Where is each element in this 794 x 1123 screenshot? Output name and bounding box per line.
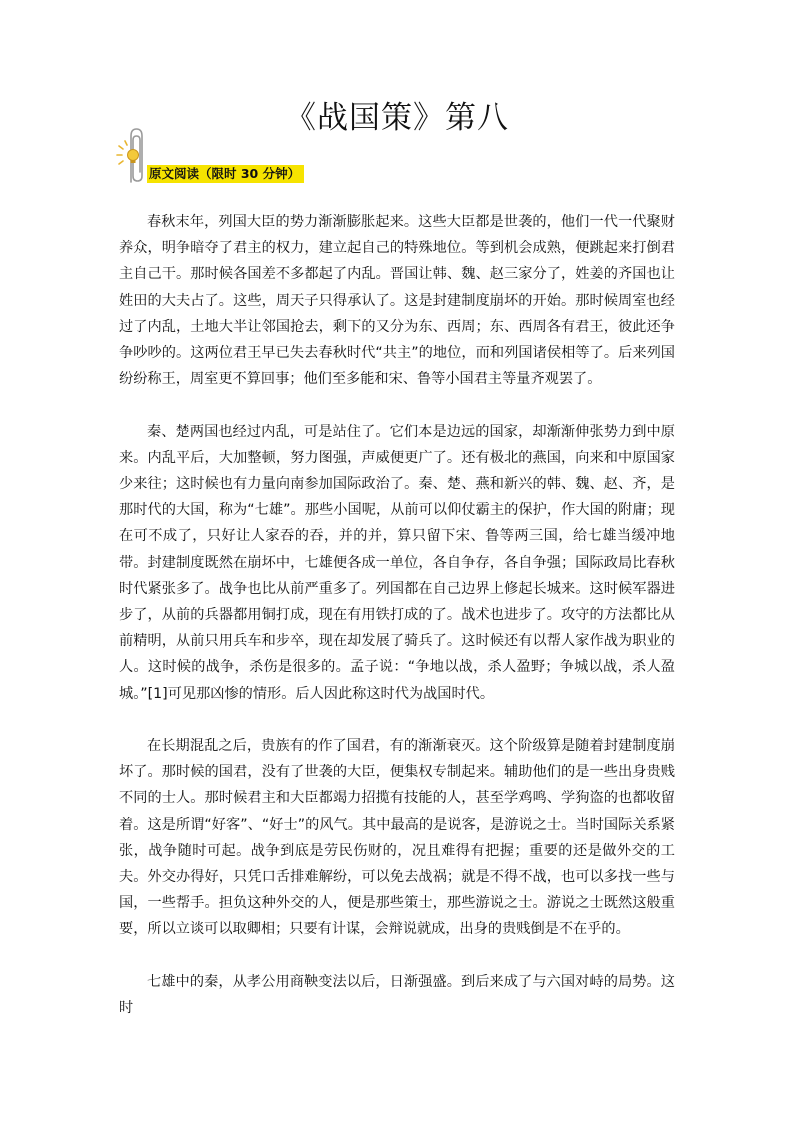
paragraph-1: 春秋末年，列国大臣的势力渐渐膨胀起来。这些大臣都是世袭的，他们一代一代聚财养众，明争暗夺了君主的权力，建立起自己的特殊地位。等到机会成熟，便跳起来打倒君主自己干。那时候各国差不多都起了内乱。晋国让韩、魏、赵三家分了，姓姜的齐国也让姓田的大夫占了。这些，周天子只得承认了。这是封建制度崩坏的开始。那时候周室也经过了内乱，土地大半让邻国抢去，剩下的又分为东、西周；东、西周各有君王，彼此还争争吵吵的。这两位君王早已失去春秋时代“共主”的地位，而和列国诸侯相等了。后来列国纷纷称王，周室更不算回事；他们至多能和宋、鲁等小国君主等量齐观罢了。 [119,214,675,388]
paragraph-3: 在长期混乱之后，贵族有的作了国君，有的渐渐衰灭。这个阶级算是随着封建制度崩坏了。那时候的国君，没有了世袭的大臣，便集权专制起来。辅助他们的是一些出身贵贱不同的士人。那时候君主和大臣都竭力招揽有技能的人，甚至学鸡鸣、学狗盗的也都收留着。这是所谓“好客”、“好士”的风气。其中最高的是说客，是游说之士。当时国际关系紧张，战争随时可起。战争到底是劳民伤财的，况且难得有把握；重要的还是做外交的工夫。外交办得好，只凭口舌排难解纷，可以免去战祸；就是不得不战，也可以多找一些与国，一些帮手。担负这种外交的人，便是那些策士，那些游说之士。游说之士既然这般重要，所以立谈可以取卿相；只要有计谋，会辩说就成，出身的贵贱倒是不在乎的。 [119,738,675,938]
article-body [119,209,675,1021]
paragraph-2: 秦、楚两国也经过内乱，可是站住了。它们本是边远的国家，却渐渐伸张势力到中原来。内乱平后，大加整顿，努力图强，声威便更广了。还有极北的燕国，向来和中原国家少来往；这时候也有力量向南参加国际政治了。秦、楚、燕和新兴的韩、魏、赵、齐，是那时代的大国，称为“七雄”。那些小国呢，从前可以仰仗霸主的保护，作大国的附庸；现在可不成了，只好让人家吞的吞，并的并，算只留下宋、鲁等两三国，给七雄当缓冲地带。封建制度既然在崩坏中，七雄便各成一单位，各自争存，各自争强；国际政局比春秋时代紧张多了。战争也比从前严重多了。列国都在自己边界上修起长城来。这时候军器进步了，从前的兵器都用铜打成，现在有用铁打成的了。战术也进步了。攻守的方法都比从前精明，从前只用兵车和步卒，现在却发展了骑兵了。这时候还有以帮人家作战为职业的人。这时候的战争，杀伤是很多的。孟子说：“争地以战，杀人盈野；争城以战，杀人盈城。”[1]可见那凶惨的情形。后人因此称这时代为战国时代。 [119,423,675,702]
document-title: 《战国策》第八 [285,100,509,136]
section-header [116,126,416,196]
paragraph-4: 七雄中的秦，从孝公用商鞅变法以后，日渐强盛。到后来成了与六国对峙的局势。这时 [119,973,675,1017]
paperclip-lightbulb-icon [116,126,150,188]
section-label-reading: 原文阅读（限时 30 分钟） [147,165,304,183]
